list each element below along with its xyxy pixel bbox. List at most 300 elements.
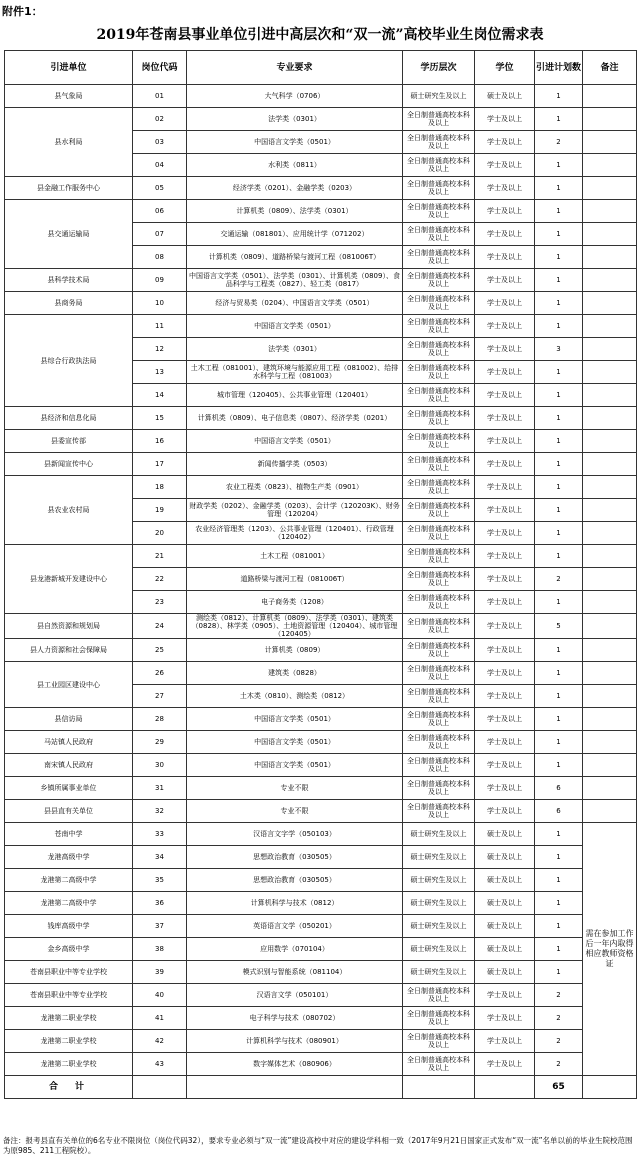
remark-cell: [583, 639, 637, 662]
plan-number-cell: 1: [535, 591, 583, 614]
code-cell: 22: [133, 568, 187, 591]
major-cell: 计算机类（0809）: [187, 639, 403, 662]
education-cell: 全日制普通高校本科及以上: [403, 639, 475, 662]
degree-cell: 学士及以上: [475, 246, 535, 269]
degree-cell: 硕士及以上: [475, 938, 535, 961]
header-code: 岗位代码: [133, 51, 187, 85]
code-cell: 43: [133, 1053, 187, 1076]
unit-cell: 龙港第二高级中学: [5, 869, 133, 892]
header-unit: 引进单位: [5, 51, 133, 85]
unit-cell: 县人力资源和社会保障局: [5, 639, 133, 662]
education-cell: 全日制普通高校本科及以上: [403, 777, 475, 800]
remark-cell: [583, 476, 637, 499]
degree-cell: 硕士及以上: [475, 846, 535, 869]
unit-cell: 县经济和信息化局: [5, 407, 133, 430]
plan-number-cell: 1: [535, 869, 583, 892]
education-cell: 全日制普通高校本科及以上: [403, 154, 475, 177]
total-row: [5, 1076, 637, 1099]
education-cell: 硕士研究生及以上: [403, 915, 475, 938]
unit-cell: 县交通运输局: [5, 200, 133, 269]
degree-cell: 学士及以上: [475, 777, 535, 800]
degree-cell: 学士及以上: [475, 591, 535, 614]
plan-number-cell: 3: [535, 338, 583, 361]
unit-cell: 县龙港新城开发建设中心: [5, 545, 133, 614]
plan-number-cell: 1: [535, 662, 583, 685]
degree-cell: 学士及以上: [475, 154, 535, 177]
major-cell: 中国语言文学类（0501）: [187, 754, 403, 777]
table-row: [5, 846, 637, 869]
education-cell: 全日制普通高校本科及以上: [403, 1053, 475, 1076]
major-cell: 土木类（0810）、测绘类（0812）: [187, 685, 403, 708]
degree-cell: 学士及以上: [475, 614, 535, 639]
plan-number-cell: 1: [535, 384, 583, 407]
degree-cell: 学士及以上: [475, 662, 535, 685]
remark-cell: [583, 407, 637, 430]
remark-cell: [583, 361, 637, 384]
plan-number-cell: 1: [535, 177, 583, 200]
table-row: [5, 315, 637, 338]
total-empty: [133, 1076, 187, 1099]
education-cell: 全日制普通高校本科及以上: [403, 800, 475, 823]
code-cell: 42: [133, 1030, 187, 1053]
code-cell: 38: [133, 938, 187, 961]
education-cell: 全日制普通高校本科及以上: [403, 315, 475, 338]
remark-cell: [583, 292, 637, 315]
plan-number-cell: 2: [535, 984, 583, 1007]
major-cell: 思想政治教育（030505）: [187, 869, 403, 892]
education-cell: 全日制普通高校本科及以上: [403, 384, 475, 407]
major-cell: 水利类（0811）: [187, 154, 403, 177]
header-remark: 备注: [583, 51, 637, 85]
degree-cell: 学士及以上: [475, 984, 535, 1007]
education-cell: 硕士研究生及以上: [403, 892, 475, 915]
degree-cell: 学士及以上: [475, 639, 535, 662]
total-value: 65: [535, 1076, 583, 1099]
table-row: [5, 731, 637, 754]
degree-cell: 学士及以上: [475, 1007, 535, 1030]
remark-cell: [583, 568, 637, 591]
degree-cell: 学士及以上: [475, 453, 535, 476]
plan-number-cell: 5: [535, 614, 583, 639]
degree-cell: 学士及以上: [475, 361, 535, 384]
code-cell: 33: [133, 823, 187, 846]
code-cell: 15: [133, 407, 187, 430]
major-cell: 汉语言文字学（050103）: [187, 823, 403, 846]
major-cell: 经济与贸易类（0204）、中国语言文学类（0501）: [187, 292, 403, 315]
plan-number-cell: 1: [535, 361, 583, 384]
code-cell: 06: [133, 200, 187, 223]
major-cell: 农业经济管理类（1203）、公共事业管理（120401）、行政管理（120402）: [187, 522, 403, 545]
unit-cell: 龙港第二职业学校: [5, 1007, 133, 1030]
remark-cell: [583, 614, 637, 639]
code-cell: 02: [133, 108, 187, 131]
total-empty: [187, 1076, 403, 1099]
remark-cell: [583, 85, 637, 108]
major-cell: 城市管理（120405）、公共事业管理（120401）: [187, 384, 403, 407]
plan-number-cell: 1: [535, 545, 583, 568]
code-cell: 14: [133, 384, 187, 407]
code-cell: 40: [133, 984, 187, 1007]
education-cell: 硕士研究生及以上: [403, 938, 475, 961]
major-cell: 中国语言文学类（0501）: [187, 708, 403, 731]
remark-cell: [583, 131, 637, 154]
degree-cell: 硕士及以上: [475, 961, 535, 984]
total-empty: [403, 1076, 475, 1099]
education-cell: 全日制普通高校本科及以上: [403, 568, 475, 591]
unit-cell: 县委宣传部: [5, 430, 133, 453]
degree-cell: 学士及以上: [475, 131, 535, 154]
education-cell: 全日制普通高校本科及以上: [403, 591, 475, 614]
table-row: [5, 292, 637, 315]
remark-cell: [583, 223, 637, 246]
major-cell: 计算机科学与技术（080901）: [187, 1030, 403, 1053]
header-education: 学历层次: [403, 51, 475, 85]
plan-number-cell: 1: [535, 639, 583, 662]
education-cell: 全日制普通高校本科及以上: [403, 430, 475, 453]
table-row: [5, 708, 637, 731]
table-row: [5, 200, 637, 223]
education-cell: 全日制普通高校本科及以上: [403, 338, 475, 361]
plan-number-cell: 6: [535, 800, 583, 823]
education-cell: 全日制普通高校本科及以上: [403, 545, 475, 568]
table-row: [5, 614, 637, 639]
remark-cell: [583, 154, 637, 177]
education-cell: 硕士研究生及以上: [403, 846, 475, 869]
table-row: [5, 754, 637, 777]
education-cell: 硕士研究生及以上: [403, 823, 475, 846]
unit-cell: 县商务局: [5, 292, 133, 315]
degree-cell: 学士及以上: [475, 522, 535, 545]
education-cell: 全日制普通高校本科及以上: [403, 1007, 475, 1030]
major-cell: 法学类（0301）: [187, 338, 403, 361]
code-cell: 19: [133, 499, 187, 522]
unit-cell: 龙港第二职业学校: [5, 1030, 133, 1053]
footer-note: 备注：报考县直有关单位的6名专业不限岗位（岗位代码32），要求专业必须与“双一流”建设高校中对应的建设学科相一致（2017年9月21日国家正式发布“双一流”名单以前的毕业生院校范围为原985、211工程院校）。: [3, 1136, 633, 1155]
code-cell: 17: [133, 453, 187, 476]
degree-cell: 学士及以上: [475, 568, 535, 591]
education-cell: 全日制普通高校本科及以上: [403, 708, 475, 731]
plan-number-cell: 1: [535, 315, 583, 338]
education-cell: 全日制普通高校本科及以上: [403, 108, 475, 131]
major-cell: 土木工程（081001）、建筑环境与能源应用工程（081002）、给排水科学与工程（081003）: [187, 361, 403, 384]
major-cell: 法学类（0301）: [187, 108, 403, 131]
major-cell: 计算机类（0809）、道路桥梁与渡河工程（081006T）: [187, 246, 403, 269]
education-cell: 硕士研究生及以上: [403, 85, 475, 108]
major-cell: 测绘类（0812）、计算机类（0809）、法学类（0301）、建筑类（0828）、林学类（0905）、土地资源管理（120404）、城市管理（120405）: [187, 614, 403, 639]
unit-cell: 龙港第二职业学校: [5, 1053, 133, 1076]
degree-cell: 学士及以上: [475, 476, 535, 499]
remark-cell: [583, 338, 637, 361]
plan-number-cell: 2: [535, 1030, 583, 1053]
table-row: [5, 1007, 637, 1030]
unit-cell: 钱库高级中学: [5, 915, 133, 938]
degree-cell: 学士及以上: [475, 315, 535, 338]
education-cell: 全日制普通高校本科及以上: [403, 453, 475, 476]
code-cell: 35: [133, 869, 187, 892]
table-row: [5, 869, 637, 892]
education-cell: 全日制普通高校本科及以上: [403, 754, 475, 777]
unit-cell: 县工业园区建设中心: [5, 662, 133, 708]
plan-number-cell: 1: [535, 522, 583, 545]
code-cell: 41: [133, 1007, 187, 1030]
degree-cell: 学士及以上: [475, 384, 535, 407]
education-cell: 全日制普通高校本科及以上: [403, 407, 475, 430]
major-cell: 电子商务类（1208）: [187, 591, 403, 614]
plan-number-cell: 2: [535, 1007, 583, 1030]
major-cell: 中国语言文学类（0501）: [187, 131, 403, 154]
plan-number-cell: 1: [535, 200, 583, 223]
unit-cell: 苍南县职业中等专业学校: [5, 961, 133, 984]
table-row: [5, 639, 637, 662]
remark-cell: [583, 662, 637, 685]
unit-cell: 县新闻宣传中心: [5, 453, 133, 476]
unit-cell: 县综合行政执法局: [5, 315, 133, 407]
code-cell: 01: [133, 85, 187, 108]
plan-number-cell: 1: [535, 108, 583, 131]
major-cell: 计算机类（0809）、法学类（0301）: [187, 200, 403, 223]
code-cell: 37: [133, 915, 187, 938]
plan-number-cell: 1: [535, 476, 583, 499]
plan-number-cell: 1: [535, 407, 583, 430]
major-cell: 应用数学（070104）: [187, 938, 403, 961]
unit-cell: 县信访局: [5, 708, 133, 731]
table-row: [5, 476, 637, 499]
major-cell: 建筑类（0828）: [187, 662, 403, 685]
degree-cell: 硕士及以上: [475, 869, 535, 892]
remark-cell: [583, 315, 637, 338]
remark-cell: [583, 545, 637, 568]
code-cell: 12: [133, 338, 187, 361]
table-row: [5, 777, 637, 800]
education-cell: 全日制普通高校本科及以上: [403, 731, 475, 754]
header-plan-number: 引进计划数: [535, 51, 583, 85]
remark-cell: [583, 384, 637, 407]
table-row: [5, 662, 637, 685]
major-cell: 大气科学（0706）: [187, 85, 403, 108]
education-cell: 全日制普通高校本科及以上: [403, 246, 475, 269]
remark-cell: [583, 108, 637, 131]
plan-number-cell: 2: [535, 568, 583, 591]
code-cell: 29: [133, 731, 187, 754]
major-cell: 财政学类（0202）、金融学类（0203）、会计学（120203K）、财务管理（120204）: [187, 499, 403, 522]
education-cell: 全日制普通高校本科及以上: [403, 223, 475, 246]
degree-cell: 学士及以上: [475, 708, 535, 731]
code-cell: 36: [133, 892, 187, 915]
degree-cell: 学士及以上: [475, 338, 535, 361]
remark-cell: [583, 430, 637, 453]
header-major: 专业要求: [187, 51, 403, 85]
code-cell: 04: [133, 154, 187, 177]
code-cell: 30: [133, 754, 187, 777]
table-row: [5, 269, 637, 292]
major-cell: 专业不限: [187, 777, 403, 800]
remark-cell: [583, 522, 637, 545]
plan-number-cell: 2: [535, 131, 583, 154]
remark-cell: [583, 269, 637, 292]
unit-cell: 县金融工作服务中心: [5, 177, 133, 200]
education-cell: 全日制普通高校本科及以上: [403, 662, 475, 685]
plan-number-cell: 1: [535, 430, 583, 453]
code-cell: 39: [133, 961, 187, 984]
education-cell: 硕士研究生及以上: [403, 961, 475, 984]
table-row: [5, 938, 637, 961]
degree-cell: 硕士及以上: [475, 892, 535, 915]
major-cell: 电子科学与技术（080702）: [187, 1007, 403, 1030]
plan-number-cell: 1: [535, 246, 583, 269]
major-cell: 农业工程类（0823）、植物生产类（0901）: [187, 476, 403, 499]
plan-number-cell: 1: [535, 223, 583, 246]
code-cell: 34: [133, 846, 187, 869]
code-cell: 24: [133, 614, 187, 639]
unit-cell: 龙港第二高级中学: [5, 892, 133, 915]
position-table: [4, 50, 637, 1099]
table-row: [5, 961, 637, 984]
major-cell: 中国语言文学类（0501）: [187, 731, 403, 754]
table-row: [5, 823, 637, 846]
table-body: [5, 85, 637, 1076]
plan-number-cell: 1: [535, 85, 583, 108]
unit-cell: 苍南中学: [5, 823, 133, 846]
major-cell: 中国语言文学类（0501）: [187, 315, 403, 338]
degree-cell: 学士及以上: [475, 1053, 535, 1076]
plan-number-cell: 1: [535, 154, 583, 177]
education-cell: 全日制普通高校本科及以上: [403, 522, 475, 545]
code-cell: 16: [133, 430, 187, 453]
education-cell: 全日制普通高校本科及以上: [403, 685, 475, 708]
degree-cell: 学士及以上: [475, 1030, 535, 1053]
unit-cell: 南宋镇人民政府: [5, 754, 133, 777]
unit-cell: 龙港高级中学: [5, 846, 133, 869]
major-cell: 专业不限: [187, 800, 403, 823]
code-cell: 26: [133, 662, 187, 685]
remark-cell: [583, 708, 637, 731]
plan-number-cell: 1: [535, 453, 583, 476]
code-cell: 28: [133, 708, 187, 731]
plan-number-cell: 1: [535, 269, 583, 292]
remark-cell: [583, 685, 637, 708]
table-row: [5, 177, 637, 200]
plan-number-cell: 1: [535, 685, 583, 708]
table-row: [5, 800, 637, 823]
code-cell: 23: [133, 591, 187, 614]
plan-number-cell: 1: [535, 499, 583, 522]
degree-cell: 学士及以上: [475, 223, 535, 246]
major-cell: 思想政治教育（030505）: [187, 846, 403, 869]
education-cell: 全日制普通高校本科及以上: [403, 200, 475, 223]
major-cell: 计算机类（0809）、电子信息类（0807）、经济学类（0201）: [187, 407, 403, 430]
major-cell: 汉语言文学（050101）: [187, 984, 403, 1007]
code-cell: 32: [133, 800, 187, 823]
education-cell: 全日制普通高校本科及以上: [403, 499, 475, 522]
code-cell: 20: [133, 522, 187, 545]
code-cell: 27: [133, 685, 187, 708]
code-cell: 05: [133, 177, 187, 200]
education-cell: 全日制普通高校本科及以上: [403, 984, 475, 1007]
education-cell: 全日制普通高校本科及以上: [403, 269, 475, 292]
major-cell: 数字媒体艺术（080906）: [187, 1053, 403, 1076]
plan-number-cell: 6: [535, 777, 583, 800]
table-row: [5, 453, 637, 476]
table-row: [5, 915, 637, 938]
table-row: [5, 545, 637, 568]
code-cell: 03: [133, 131, 187, 154]
code-cell: 07: [133, 223, 187, 246]
degree-cell: 学士及以上: [475, 200, 535, 223]
plan-number-cell: 1: [535, 938, 583, 961]
plan-number-cell: 1: [535, 892, 583, 915]
code-cell: 18: [133, 476, 187, 499]
major-cell: 计算机科学与技术（0812）: [187, 892, 403, 915]
plan-number-cell: 1: [535, 292, 583, 315]
education-cell: 硕士研究生及以上: [403, 869, 475, 892]
code-cell: 09: [133, 269, 187, 292]
total-label: 合 计: [5, 1076, 133, 1099]
education-cell: 全日制普通高校本科及以上: [403, 292, 475, 315]
table-row: [5, 407, 637, 430]
table-row: [5, 108, 637, 131]
total-empty: [475, 1076, 535, 1099]
degree-cell: 学士及以上: [475, 269, 535, 292]
major-cell: 经济学类（0201）、金融学类（0203）: [187, 177, 403, 200]
remark-cell: [583, 177, 637, 200]
code-cell: 25: [133, 639, 187, 662]
table-row: [5, 1053, 637, 1076]
remark-cell: [583, 777, 637, 800]
total-empty: [583, 1076, 637, 1099]
degree-cell: 学士及以上: [475, 108, 535, 131]
degree-cell: 学士及以上: [475, 430, 535, 453]
unit-cell: 县气象局: [5, 85, 133, 108]
unit-cell: 县科学技术局: [5, 269, 133, 292]
remark-cell: [583, 731, 637, 754]
plan-number-cell: 1: [535, 754, 583, 777]
table-row: [5, 984, 637, 1007]
degree-cell: 学士及以上: [475, 731, 535, 754]
remark-cell: [583, 754, 637, 777]
table-row: [5, 430, 637, 453]
unit-cell: 县自然资源和规划局: [5, 614, 133, 639]
education-cell: 全日制普通高校本科及以上: [403, 361, 475, 384]
plan-number-cell: 1: [535, 961, 583, 984]
degree-cell: 硕士及以上: [475, 85, 535, 108]
unit-cell: 县县直有关单位: [5, 800, 133, 823]
degree-cell: 学士及以上: [475, 177, 535, 200]
unit-cell: 乡镇所属事业单位: [5, 777, 133, 800]
remark-cell: [583, 200, 637, 223]
major-cell: 交通运输（081801）、应用统计学（071202）: [187, 223, 403, 246]
plan-number-cell: 1: [535, 846, 583, 869]
major-cell: 道路桥梁与渡河工程（081006T）: [187, 568, 403, 591]
degree-cell: 硕士及以上: [475, 915, 535, 938]
degree-cell: 学士及以上: [475, 292, 535, 315]
unit-cell: 县农业农村局: [5, 476, 133, 545]
education-cell: 全日制普通高校本科及以上: [403, 131, 475, 154]
table-row: [5, 892, 637, 915]
remark-cell: [583, 453, 637, 476]
education-cell: 全日制普通高校本科及以上: [403, 177, 475, 200]
major-cell: 英语语言文学（050201）: [187, 915, 403, 938]
major-cell: 中国语言文学类（0501）: [187, 430, 403, 453]
plan-number-cell: 1: [535, 708, 583, 731]
table-row: [5, 1030, 637, 1053]
unit-cell: 马站镇人民政府: [5, 731, 133, 754]
major-cell: 模式识别与智能系统（081104）: [187, 961, 403, 984]
code-cell: 08: [133, 246, 187, 269]
degree-cell: 学士及以上: [475, 685, 535, 708]
table-row: [5, 85, 637, 108]
table-header-row: [5, 51, 637, 85]
code-cell: 11: [133, 315, 187, 338]
